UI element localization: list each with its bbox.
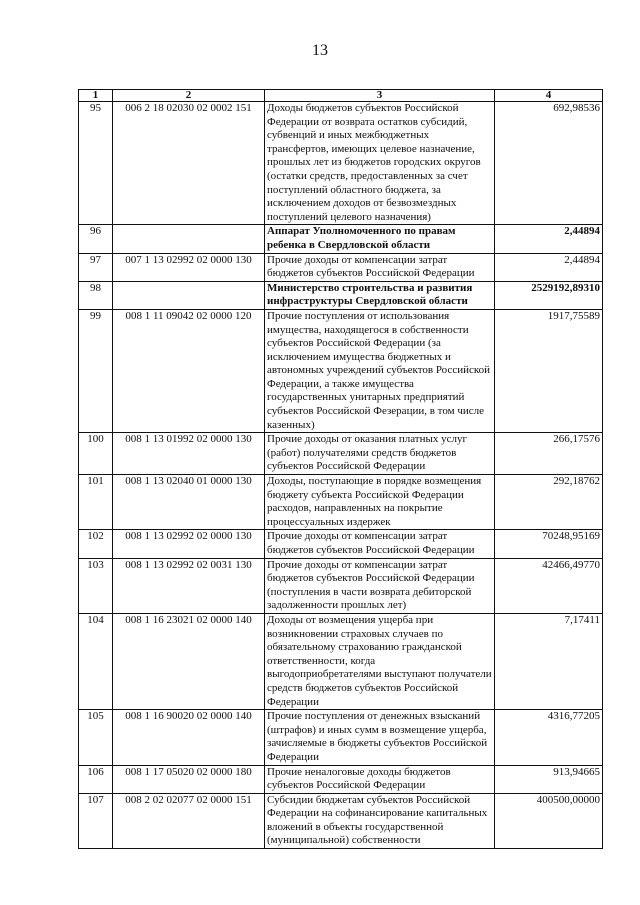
amount-value: 7,17411 xyxy=(495,613,603,709)
amount-value: 42466,49770 xyxy=(495,558,603,613)
table-row xyxy=(79,309,603,432)
amount-value: 692,98536 xyxy=(495,102,603,225)
income-description: Доходы бюджетов субъектов Российской Федерации от возврата остатков субсидий, субвенций и иных межбюджетных трансфертов, имеющих целевое назначение, прошлых лет из бюджетов городских округов (остатки средств, предоставленных за счет поступлений областного бюджета, за исключением доходов от безвозмездных поступлений целевого назначения) xyxy=(265,102,495,225)
income-description: Доходы, поступающие в порядке возмещения бюджету субъекта Российской Федерации расходов, направленных на покрытие процессуальных издержек xyxy=(265,475,495,530)
income-description: Субсидии бюджетам субъектов Российской Федерации на софинансирование капитальных вложений в объекты государственной (муниципальной) собственности xyxy=(265,793,495,848)
table-row xyxy=(79,281,603,309)
column-header: 2 xyxy=(113,90,265,102)
budget-code: 008 1 17 05020 02 0000 180 xyxy=(113,765,265,793)
amount-value: 292,18762 xyxy=(495,475,603,530)
budget-code: 007 1 13 02992 02 0000 130 xyxy=(113,253,265,281)
table-row xyxy=(79,102,603,225)
column-header: 3 xyxy=(265,90,495,102)
table-row xyxy=(79,710,603,765)
row-number: 101 xyxy=(79,475,113,530)
row-number: 99 xyxy=(79,309,113,432)
budget-table xyxy=(78,89,603,849)
amount-value: 2529192,89310 xyxy=(495,281,603,309)
table-row xyxy=(79,225,603,253)
budget-code: 008 1 11 09042 02 0000 120 xyxy=(113,309,265,432)
amount-value: 2,44894 xyxy=(495,253,603,281)
table-row xyxy=(79,253,603,281)
budget-code xyxy=(113,225,265,253)
table-row xyxy=(79,530,603,558)
row-number: 105 xyxy=(79,710,113,765)
amount-value: 70248,95169 xyxy=(495,530,603,558)
income-description: Министерство строительства и развития инфраструктуры Свердловской области xyxy=(265,281,495,309)
income-description: Прочие доходы от компенсации затрат бюджетов субъектов Российской Федерации (поступления в части возврата дебиторской задолженности прошлых лет) xyxy=(265,558,495,613)
budget-code: 006 2 18 02030 02 0002 151 xyxy=(113,102,265,225)
table-row xyxy=(79,433,603,475)
row-number: 98 xyxy=(79,281,113,309)
amount-value: 4316,77205 xyxy=(495,710,603,765)
row-number: 106 xyxy=(79,765,113,793)
table-row xyxy=(79,793,603,848)
income-description: Прочие доходы от компенсации затрат бюджетов субъектов Российской Федерации xyxy=(265,253,495,281)
row-number: 102 xyxy=(79,530,113,558)
row-number: 100 xyxy=(79,433,113,475)
table-row xyxy=(79,613,603,709)
budget-code: 008 1 16 90020 02 0000 140 xyxy=(113,710,265,765)
budget-code: 008 1 13 02992 02 0031 130 xyxy=(113,558,265,613)
page-number: 13 xyxy=(312,42,328,59)
amount-value: 1917,75589 xyxy=(495,309,603,432)
income-description: Доходы от возмещения ущерба при возникновении страховых случаев по обязательному страхованию гражданской ответственности, когда выгодоприобретателями выступают получатели средств бюджетов субъектов Российской Федерации xyxy=(265,613,495,709)
amount-value: 913,94665 xyxy=(495,765,603,793)
row-number: 97 xyxy=(79,253,113,281)
income-description: Прочие неналоговые доходы бюджетов субъектов Российской Федерации xyxy=(265,765,495,793)
income-description: Прочие доходы от компенсации затрат бюджетов субъектов Российской Федерации xyxy=(265,530,495,558)
row-number: 107 xyxy=(79,793,113,848)
income-description: Аппарат Уполномоченного по правам ребенка в Свердловской области xyxy=(265,225,495,253)
column-header: 4 xyxy=(495,90,603,102)
amount-value: 400500,00000 xyxy=(495,793,603,848)
budget-code: 008 1 13 01992 02 0000 130 xyxy=(113,433,265,475)
row-number: 95 xyxy=(79,102,113,225)
amount-value: 266,17576 xyxy=(495,433,603,475)
table-row xyxy=(79,765,603,793)
budget-code: 008 2 02 02077 02 0000 151 xyxy=(113,793,265,848)
row-number: 103 xyxy=(79,558,113,613)
budget-code: 008 1 13 02992 02 0000 130 xyxy=(113,530,265,558)
budget-code: 008 1 13 02040 01 0000 130 xyxy=(113,475,265,530)
table-header-row xyxy=(79,90,603,102)
income-description: Прочие доходы от оказания платных услуг (работ) получателями средств бюджетов субъектов Российской Федерации xyxy=(265,433,495,475)
table-row xyxy=(79,475,603,530)
amount-value: 2,44894 xyxy=(495,225,603,253)
budget-code: 008 1 16 23021 02 0000 140 xyxy=(113,613,265,709)
row-number: 104 xyxy=(79,613,113,709)
budget-code xyxy=(113,281,265,309)
column-header: 1 xyxy=(79,90,113,102)
income-description: Прочие поступления от использования имущества, находящегося в собственности субъектов Российской Федерации (за исключением имущества бюджетных и автономных учреждений субъектов Российской Федерации, а также имущества государственных унитарных предприятий субъектов Российской Фезерации, в том числе казенных) xyxy=(265,309,495,432)
table-row xyxy=(79,558,603,613)
income-description: Прочие поступления от денежных взысканий (штрафов) и иных сумм в возмещение ущерба, зачисляемые в бюджеты субъектов Российской Федерации xyxy=(265,710,495,765)
row-number: 96 xyxy=(79,225,113,253)
